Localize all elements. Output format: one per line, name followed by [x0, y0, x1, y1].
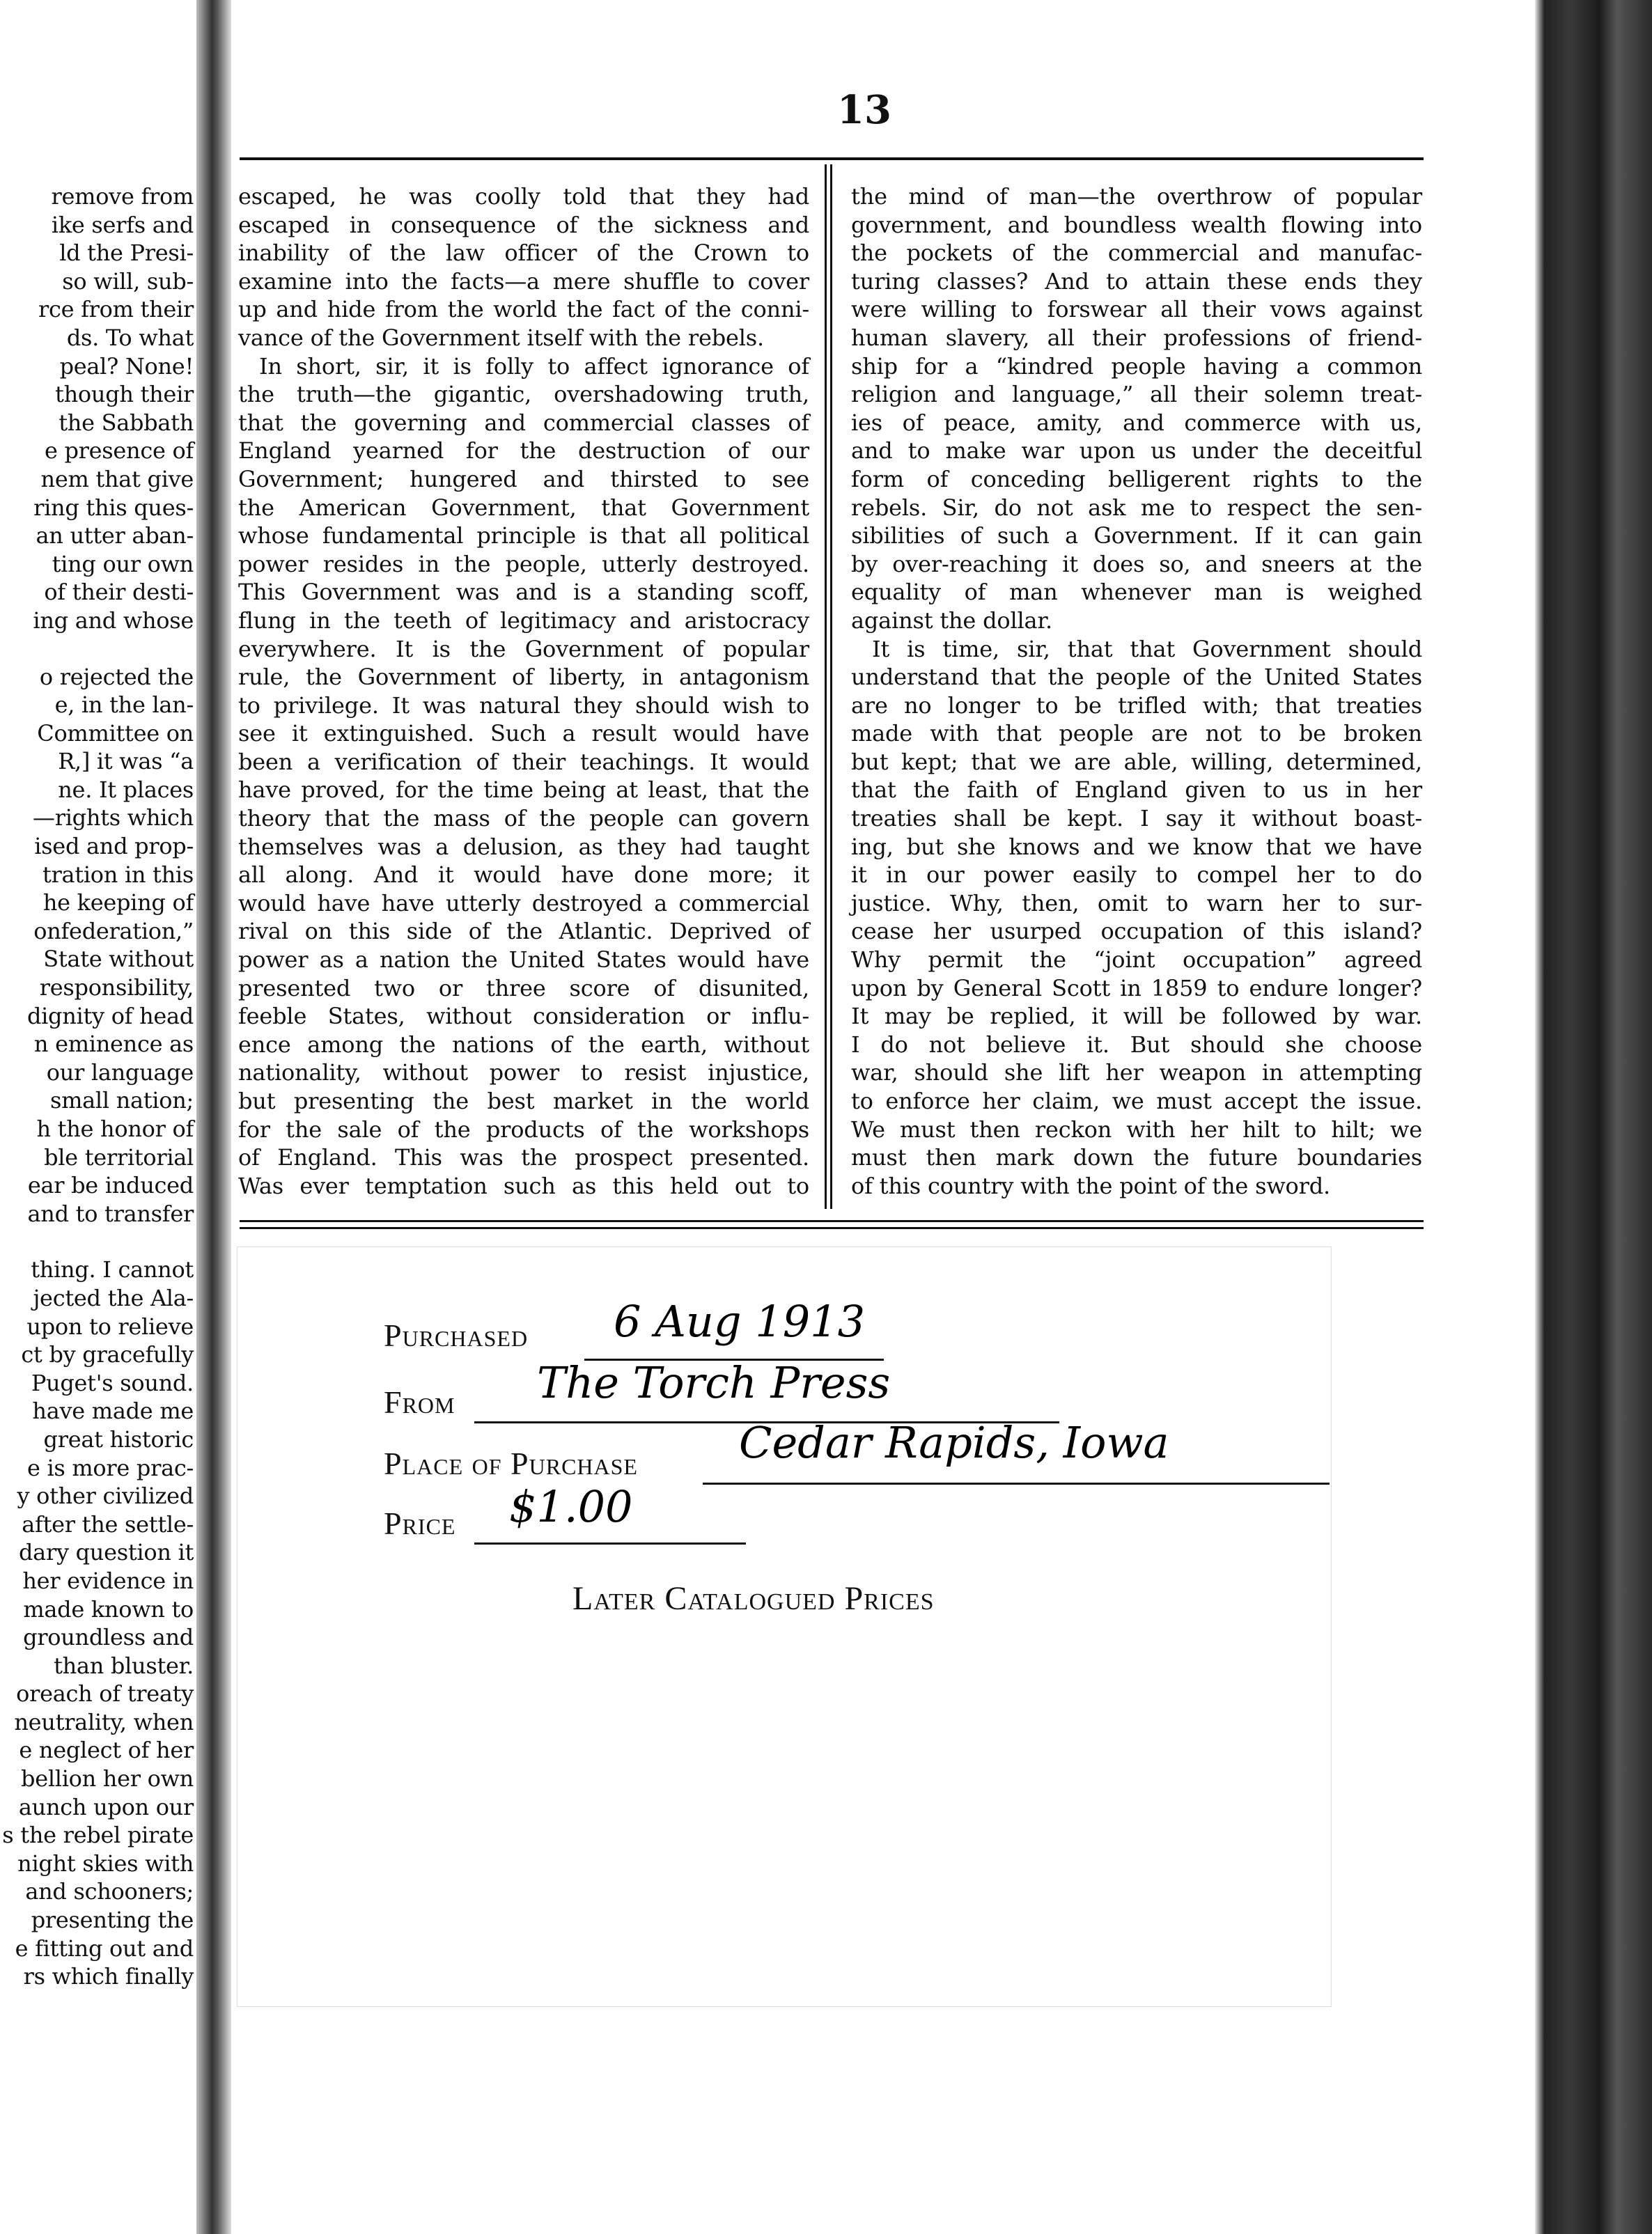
text-line: oreach of treaty: [16, 1680, 194, 1708]
text-line: ised and prop-: [34, 833, 194, 860]
from-value: The Torch Press: [537, 1357, 891, 1408]
text-line: Was ever temptation such as this held out to: [238, 1172, 809, 1199]
text-line: vance of the Government itself with the rebels.: [238, 324, 764, 351]
text-line: form of conceding belligerent rights to the: [851, 465, 1422, 492]
text-line: cease her usurped occupation of this island?: [851, 918, 1422, 945]
text-line: theory that the mass of the people can govern: [238, 805, 809, 832]
text-line: aunch upon our: [18, 1793, 194, 1820]
text-line: the pockets of the commercial and manufac-: [851, 240, 1422, 267]
text-line: n eminence as: [33, 1031, 194, 1058]
text-line: were willing to forswear all their vows against: [851, 296, 1422, 323]
text-line: presented two or three score of disunited,: [238, 974, 809, 1001]
text-line: peal? None!: [59, 352, 194, 380]
text-line: escaped, he was coolly told that they had: [238, 183, 809, 210]
column-rule: [830, 164, 832, 1209]
text-line: all along. And it would have done more; it: [238, 861, 809, 889]
text-line: presenting the: [31, 1907, 194, 1934]
text-line: ble territorial: [44, 1143, 194, 1171]
text-line: Why permit the “joint occupation” agreed: [851, 946, 1422, 974]
footer-rule: [240, 1220, 1424, 1222]
facing-page-fragment: [0, 0, 196, 2234]
text-line: e is more prac-: [26, 1454, 194, 1481]
text-line: of England. This was the prospect presented.: [238, 1144, 809, 1171]
text-line: ld the Presi-: [59, 240, 194, 267]
text-line: small nation;: [49, 1087, 194, 1114]
text-line: he keeping of: [42, 889, 194, 916]
text-line: whose fundamental principle is that all political: [238, 522, 809, 549]
text-line: rule, the Government of liberty, in antagonism: [238, 664, 809, 691]
column-rule: [825, 164, 827, 1209]
price-underline: [474, 1542, 746, 1545]
text-line: the mind of man—the overthrow of popular: [851, 183, 1422, 210]
text-line: It is time, sir, that that Government should: [872, 635, 1422, 662]
text-line: ship for a “kindred people having a common: [851, 352, 1422, 380]
text-line: jected the Ala-: [33, 1284, 194, 1311]
text-line: ike serfs and: [51, 211, 194, 238]
text-line: rs which finally: [23, 1963, 194, 1990]
text-line: [2, 635, 194, 663]
text-line: e fitting out and: [15, 1935, 194, 1962]
text-line: the truth—the gigantic, overshadowing truth,: [238, 381, 809, 408]
text-line: of this country with the point of the sword.: [851, 1172, 1330, 1199]
text-line: bellion her own: [21, 1765, 194, 1792]
text-line: been a verification of their teachings. It would: [238, 748, 809, 775]
text-line: rival on this side of the Atlantic. Deprived of: [238, 918, 809, 945]
place-of-purchase-label: Place of Purchase: [384, 1446, 638, 1481]
text-line: so will, sub-: [62, 267, 194, 295]
text-line: to enforce her claim, we must accept the issue.: [851, 1088, 1422, 1114]
text-line: are no longer to be trifled with; that treaties: [851, 692, 1422, 719]
text-line: see it extinguished. Such a result would have: [238, 720, 809, 747]
text-line: after the settle-: [22, 1510, 194, 1538]
text-line: R,] it was “a: [58, 748, 194, 775]
text-line: ear be induced: [27, 1172, 194, 1199]
text-line: than bluster.: [54, 1652, 194, 1679]
text-line: e, in the lan-: [54, 692, 194, 719]
text-line: made known to: [23, 1595, 194, 1623]
text-line: ting our own: [52, 550, 194, 577]
text-line: her evidence in: [22, 1567, 194, 1594]
text-line: that the faith of England given to us in her: [851, 776, 1422, 804]
text-line: and to transfer: [27, 1200, 194, 1227]
text-column-2: [851, 182, 1422, 1200]
text-line: ies of peace, amity, and commerce with us,: [851, 409, 1422, 436]
text-line: equality of man whenever man is weighed: [851, 579, 1422, 606]
header-rule: [240, 157, 1424, 160]
text-line: though their: [55, 381, 194, 408]
footer-rule: [240, 1227, 1424, 1229]
text-line: justice. Why, then, omit to warn her to sur-: [851, 889, 1422, 916]
place-underline: [703, 1483, 1330, 1485]
text-line: power resides in the people, utterly destroyed.: [238, 550, 809, 577]
text-line: the American Government, that Government: [238, 494, 809, 521]
text-line: [2, 1228, 194, 1256]
text-line: tration in this: [42, 861, 194, 888]
text-line: escaped in consequence of the sickness and: [238, 211, 809, 238]
book-spine-edge: [1535, 0, 1652, 2234]
text-line: and to make war upon us under the deceitful: [851, 437, 1422, 464]
text-line: of their desti-: [44, 579, 194, 606]
text-line: y other civilized: [17, 1483, 194, 1510]
price-label: Price: [384, 1506, 456, 1541]
text-line: o rejected the: [39, 663, 194, 690]
text-line: Government; hungered and thirsted to see: [238, 465, 809, 492]
text-line: Puget's sound.: [31, 1369, 194, 1396]
text-line: groundless and: [23, 1624, 194, 1651]
text-line: onfederation,”: [33, 917, 194, 944]
text-line: our language: [46, 1059, 194, 1086]
text-line: neutrality, when: [14, 1708, 194, 1735]
text-line: responsibility,: [39, 974, 194, 1001]
text-line: nem that give: [40, 465, 194, 492]
text-line: great historic: [43, 1425, 194, 1453]
later-catalogued-prices-heading: Later Catalogued Prices: [572, 1580, 935, 1617]
text-line: an utter aban-: [36, 522, 194, 549]
page: [231, 0, 1535, 2234]
text-line: flung in the teeth of legitimacy and aristocracy: [238, 607, 809, 634]
text-line: England yearned for the destruction of our: [238, 437, 809, 464]
text-line: to privilege. It was natural they should wish to: [238, 692, 809, 719]
text-line: ing and whose: [33, 607, 194, 634]
text-line: it in our power easily to compel her to do: [851, 861, 1422, 889]
text-line: government, and boundless wealth flowing into: [851, 211, 1422, 238]
text-line: have proved, for the time being at least, that the: [238, 776, 809, 804]
text-line: h the honor of: [36, 1116, 194, 1142]
text-line: We must then reckon with her hilt to hilt; we: [851, 1116, 1422, 1143]
text-line: ct by gracefully: [21, 1341, 194, 1368]
text-line: ence among the nations of the earth, without: [238, 1031, 809, 1058]
text-line: and schooners;: [25, 1878, 194, 1905]
text-line: have made me: [32, 1398, 194, 1425]
text-line: It may be replied, it will be followed by war.: [851, 1003, 1422, 1030]
text-line: up and hide from the world the fact of the conni-: [238, 296, 809, 323]
text-line: but presenting the best market in the world: [238, 1088, 809, 1114]
text-line: —rights which: [33, 804, 194, 831]
purchased-label: Purchased: [384, 1318, 529, 1353]
text-line: In short, sir, it is folly to affect ignorance of: [259, 352, 809, 380]
text-line: against the dollar.: [851, 607, 1052, 634]
text-line: would have have utterly destroyed a commercial: [238, 889, 809, 916]
text-line: that the governing and commercial classes of: [238, 409, 809, 436]
place-of-purchase-value: Cedar Rapids, Iowa: [739, 1417, 1169, 1468]
text-column-1: [238, 182, 809, 1200]
text-line: inability of the law officer of the Crown to: [238, 240, 809, 267]
text-line: the Sabbath: [59, 409, 194, 436]
text-line: human slavery, all their professions of friend-: [851, 324, 1422, 351]
text-line: dignity of head: [26, 1002, 194, 1029]
text-line: themselves was a delusion, as they had taught: [238, 833, 809, 860]
text-line: but kept; that we are able, willing, determined,: [851, 748, 1422, 775]
purchased-value: 6 Aug 1913: [614, 1296, 866, 1347]
purchase-label-card: [237, 1247, 1332, 2007]
text-line: State without: [43, 946, 194, 973]
text-line: upon by General Scott in 1859 to endure longer?: [851, 974, 1422, 1001]
text-line: This Government was and is a standing scoff,: [238, 579, 809, 606]
text-line: for the sale of the products of the workshops: [238, 1116, 809, 1143]
text-line: e presence of: [44, 437, 194, 464]
text-line: examine into the facts—a mere shuffle to cover: [238, 267, 809, 295]
text-line: religion and language,” all their solemn treat-: [851, 381, 1422, 408]
text-line: nationality, without power to resist injustice,: [238, 1059, 809, 1086]
text-line: ing, but she knows and we know that we have: [851, 833, 1422, 860]
text-line: by over-reaching it does so, and sneers at the: [851, 550, 1422, 577]
text-line: everywhere. It is the Government of popular: [238, 635, 809, 662]
page-number: 13: [837, 87, 891, 133]
text-line: I do not believe it. But should she choose: [851, 1031, 1422, 1058]
text-line: dary question it: [19, 1539, 194, 1566]
facing-page-text: [2, 182, 194, 1991]
text-line: treaties shall be kept. I say it without boast-: [851, 805, 1422, 832]
text-line: ds. To what: [66, 324, 194, 351]
text-line: remove from: [51, 183, 194, 210]
text-line: upon to relieve: [26, 1313, 194, 1340]
text-line: s the rebel pirate: [2, 1822, 194, 1849]
text-line: ring this ques-: [33, 494, 194, 521]
text-line: made with that people are not to be broken: [851, 720, 1422, 747]
text-line: power as a nation the United States would have: [238, 946, 809, 974]
book-gutter: [196, 0, 231, 2234]
text-line: understand that the people of the United States: [851, 664, 1422, 691]
text-line: rce from their: [38, 296, 194, 323]
text-line: ne. It places: [58, 776, 194, 803]
text-line: war, should she lift her weapon in attempting: [851, 1059, 1422, 1086]
text-line: night skies with: [17, 1850, 194, 1877]
text-line: thing. I cannot: [31, 1256, 194, 1283]
text-line: Committee on: [37, 719, 194, 747]
text-line: rebels. Sir, do not ask me to respect the sen-: [851, 494, 1422, 521]
text-line: turing classes? And to attain these ends they: [851, 267, 1422, 295]
price-value: $1.00: [509, 1481, 633, 1532]
text-line: feeble States, without consideration or influ-: [238, 1003, 809, 1030]
from-label: From: [384, 1384, 455, 1420]
text-line: must then mark down the future boundaries: [851, 1144, 1422, 1171]
text-line: e neglect of her: [19, 1737, 194, 1764]
text-line: sibilities of such a Government. If it can gain: [851, 522, 1422, 549]
